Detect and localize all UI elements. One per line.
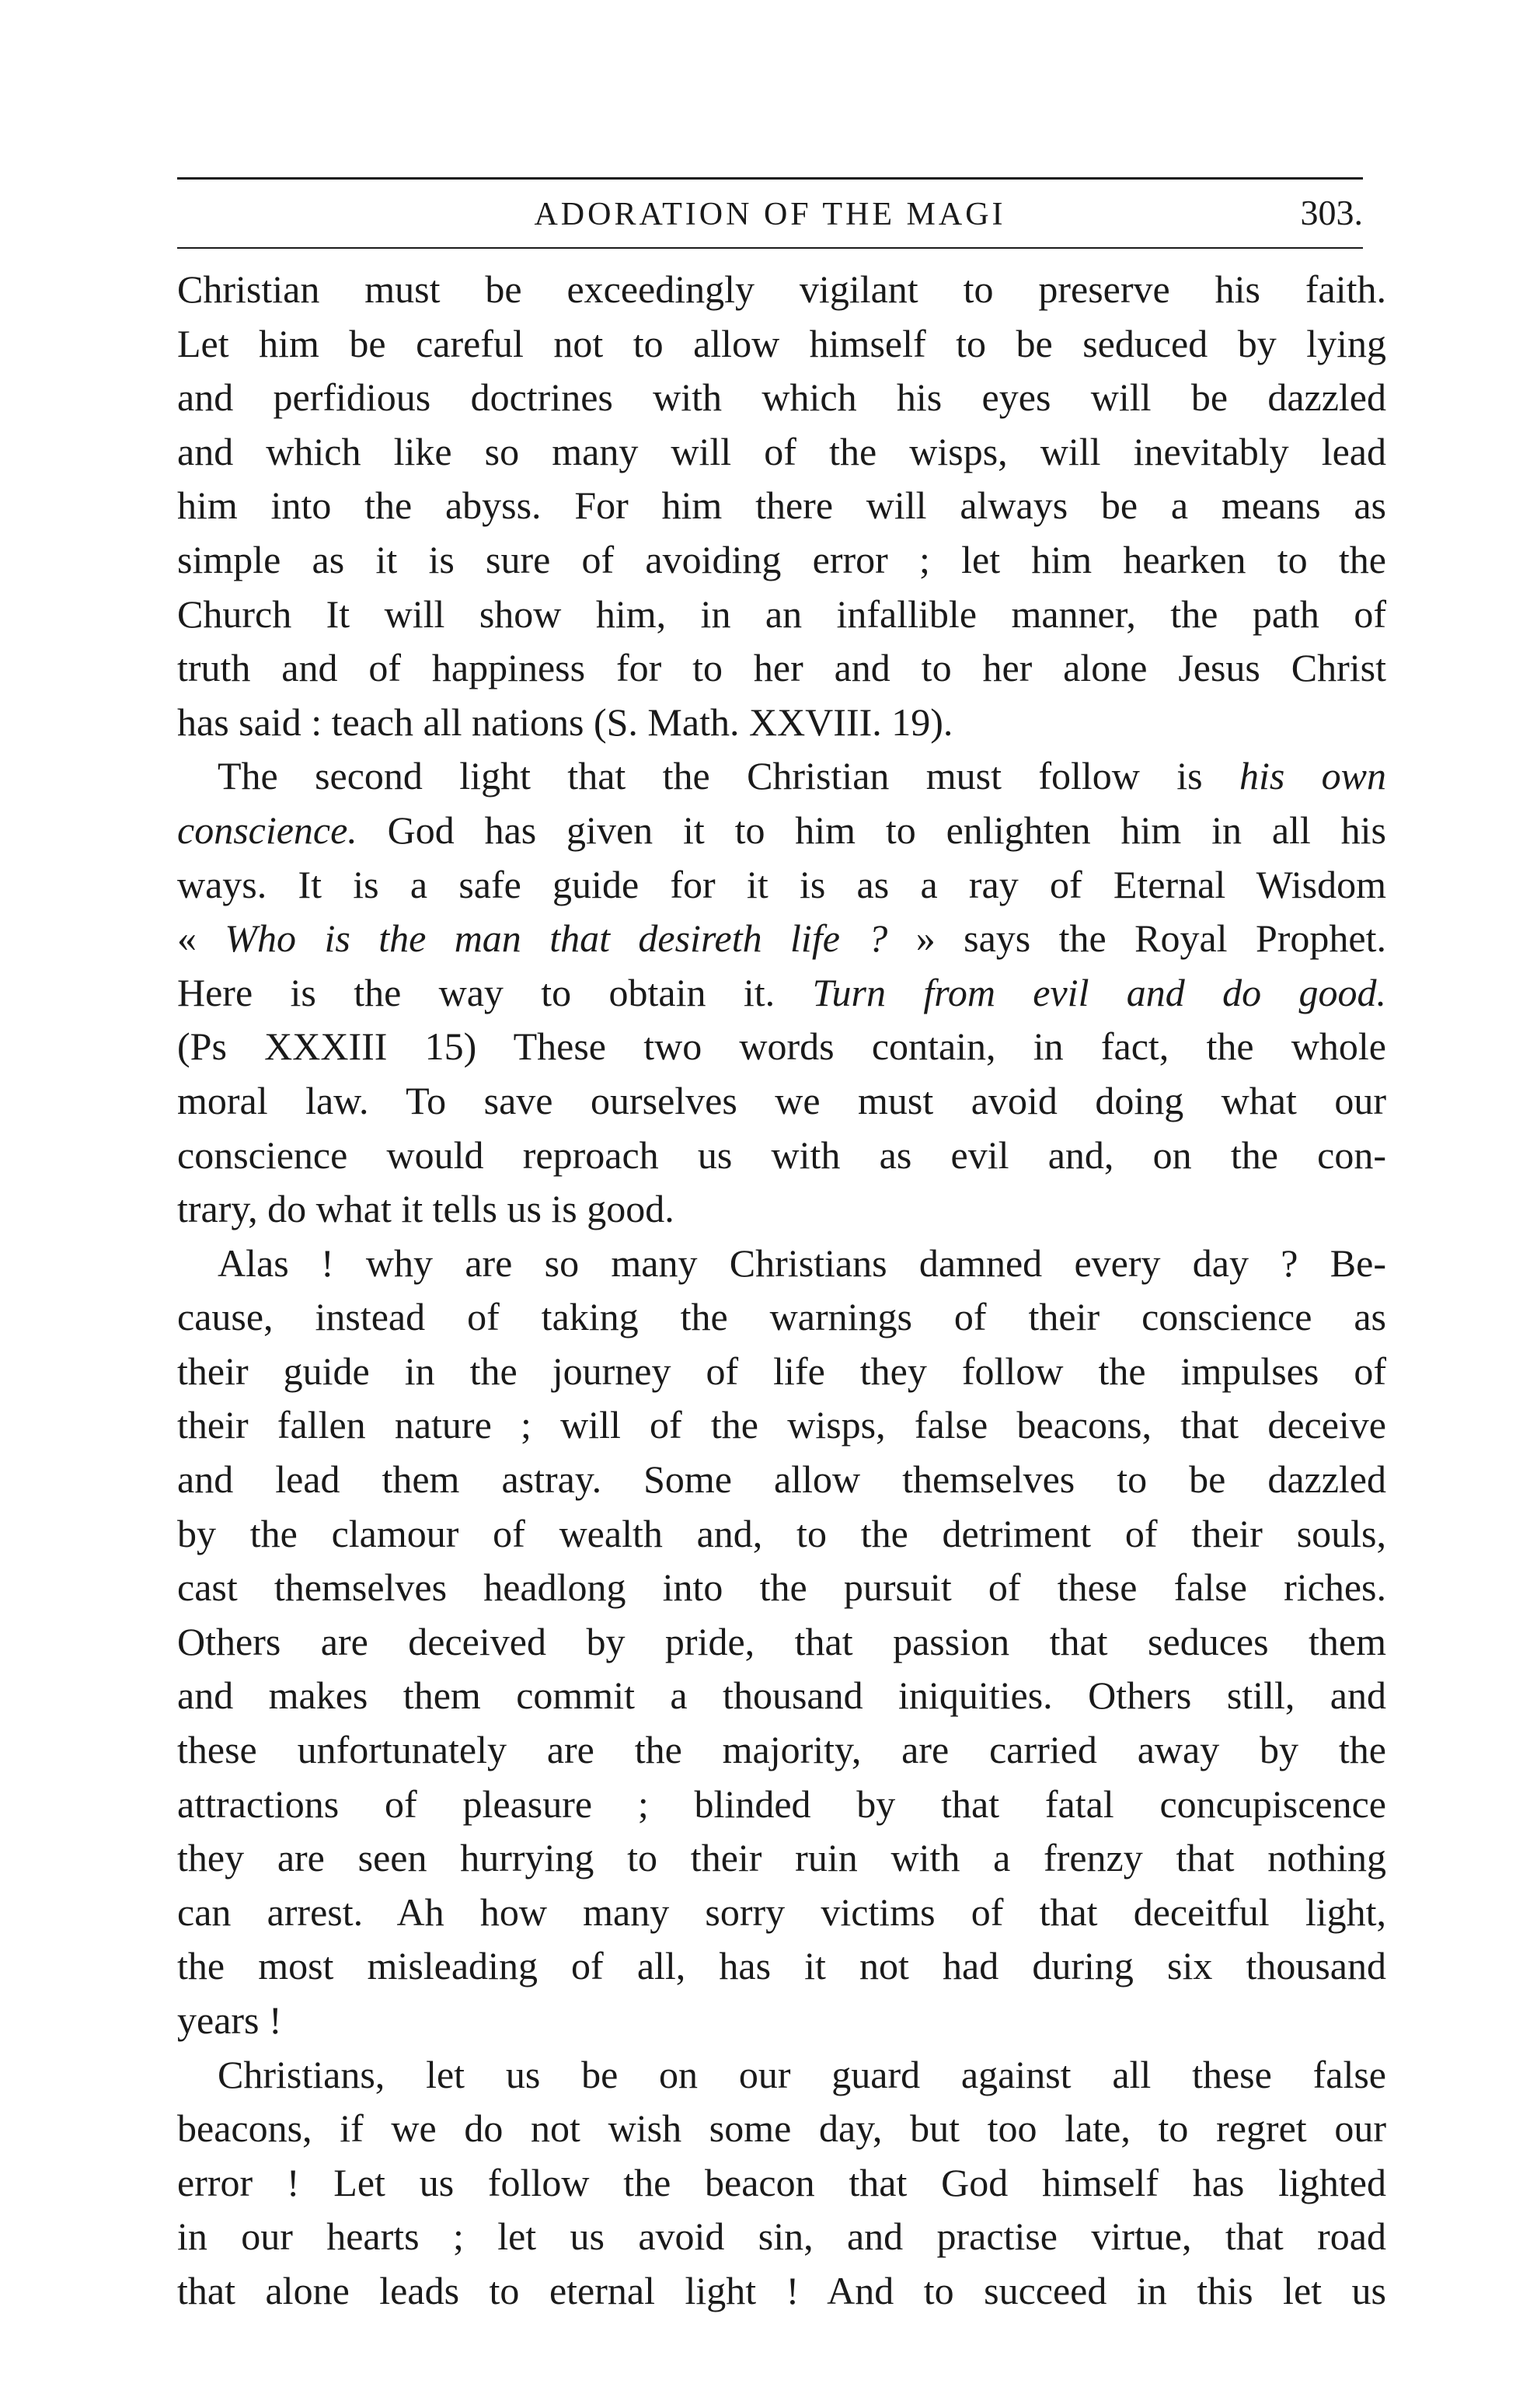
line-text: attractions of pleasure ; blinded by that fatal concupiscence [177, 1782, 1386, 1826]
line-text: years ! [177, 1998, 282, 2042]
text-line [177, 1020, 1386, 1074]
text-line [177, 804, 1386, 858]
line-text: in our hearts ; let us avoid sin, and practise virtue, that road [177, 2214, 1386, 2259]
text-line [177, 2102, 1386, 2156]
text-line [177, 1723, 1386, 1778]
text-line [177, 1561, 1386, 1615]
text-line [177, 317, 1386, 372]
text-line [177, 1886, 1386, 1940]
line-text: moral law. To save ourselves we must avoid doing what our [177, 1078, 1386, 1122]
line-text: Christians, let us be on our guard against all these false [218, 2052, 1386, 2096]
text-line [177, 1994, 1386, 2048]
line-text: The second light that the Christian must follow is [218, 754, 1239, 798]
line-text: ways. It is a safe guide for it is as a ray of Eternal Wisdom [177, 862, 1386, 906]
line-text: and lead them astray. Some allow themselves to be dazzled [177, 1457, 1386, 1502]
line-text: has said : teach all nations (S. Math. XXVIII. 19). [177, 700, 953, 744]
line-text: (Ps XXXIII 15) These two words contain, in fact, the whole [177, 1024, 1386, 1069]
line-text: can arrest. Ah how many sorry victims of that deceitful light, [177, 1890, 1386, 1934]
text-line [177, 858, 1386, 913]
line-text: that alone leads to eternal light ! And to succeed in this let us [177, 2268, 1386, 2312]
running-head [177, 185, 1363, 239]
text-line [177, 2156, 1386, 2211]
italic-text: Who is the man that desireth life ? [225, 916, 888, 961]
line-text: and perfidious doctrines with which his eyes will be dazzled [177, 375, 1386, 420]
header-rule-top [177, 177, 1363, 180]
page-number: 303. [1300, 193, 1363, 232]
line-text: the most misleading of all, has it not had during six thousand [177, 1944, 1386, 1988]
line-text: Christian must be exceedingly vigilant to preserve his faith. [177, 267, 1386, 311]
text-line [177, 1615, 1386, 1670]
line-text: Others are deceived by pride, that passion that seduces them [177, 1619, 1386, 1663]
line-text: him into the abyss. For him there will always be a means as [177, 483, 1386, 528]
italic-text: conscience. [177, 808, 357, 852]
running-title: ADORATION OF THE MAGI [534, 197, 1006, 232]
line-text: their guide in the journey of life they follow the impulses of [177, 1349, 1386, 1393]
italic-text: Turn from evil and do good. [812, 970, 1387, 1014]
line-text: truth and of happiness for to her and to her alone Jesus Christ [177, 646, 1386, 690]
line-text: cause, instead of taking the warnings of their conscience as [177, 1295, 1386, 1339]
text-line [177, 479, 1386, 533]
line-text: by the clamour of wealth and, to the detriment of their souls, [177, 1511, 1386, 1555]
text-line [177, 1507, 1386, 1562]
text-line [177, 263, 1386, 317]
line-text: error ! Let us follow the beacon that God himself has lighted [177, 2160, 1386, 2204]
line-text: Church It will show him, in an infallible manner, the path of [177, 592, 1386, 636]
text-line [177, 2210, 1386, 2264]
text-line [177, 1345, 1386, 1399]
line-text: trary, do what it tells us is good. [177, 1187, 674, 1231]
text-line [177, 1290, 1386, 1345]
line-text: their fallen nature ; will of the wisps, false beacons, that deceive [177, 1403, 1386, 1447]
line-text: conscience would reproach us with as evil and, on the con- [177, 1132, 1386, 1177]
header-rule-bottom [177, 247, 1363, 249]
line-text: Let him be careful not to allow himself to be seduced by lying [177, 321, 1386, 365]
text-line [177, 371, 1386, 425]
body-text [177, 263, 1386, 2319]
text-line [177, 533, 1386, 588]
line-text: Here is the way to obtain it. [177, 970, 813, 1014]
text-line [177, 1182, 1386, 1237]
text-line [177, 1237, 1386, 1291]
italic-text: his own [1239, 754, 1386, 798]
text-line [177, 696, 1386, 750]
text-line [177, 641, 1386, 696]
line-text: beacons, if we do not wish some day, but too late, to regret our [177, 2106, 1386, 2151]
text-line [177, 588, 1386, 642]
text-line [177, 1129, 1386, 1183]
text-line [177, 1831, 1386, 1886]
text-line [177, 1939, 1386, 1994]
line-text: Alas ! why are so many Christians damned every day ? Be- [218, 1241, 1386, 1285]
text-line [177, 425, 1386, 480]
line-text: God has given it to him to enlighten him in all his [357, 808, 1386, 852]
line-text: and which like so many will of the wisps, will inevitably lead [177, 429, 1386, 473]
line-text: cast themselves headlong into the pursuit of these false riches. [177, 1565, 1386, 1610]
text-line [177, 1074, 1386, 1129]
text-line [177, 912, 1386, 966]
line-text: they are seen hurrying to their ruin with a frenzy that nothing [177, 1836, 1386, 1880]
line-text: simple as it is sure of avoiding error ; let him hearken to the [177, 537, 1386, 581]
text-line [177, 1669, 1386, 1723]
line-text: and makes them commit a thousand iniquities. Others still, and [177, 1673, 1386, 1718]
text-line [177, 2264, 1386, 2319]
line-text: these unfortunately are the majority, are carried away by the [177, 1728, 1386, 1772]
text-line [177, 1398, 1386, 1453]
text-line [177, 2048, 1386, 2103]
text-line [177, 966, 1386, 1021]
text-line [177, 1778, 1386, 1832]
text-line [177, 1453, 1386, 1507]
line-text: » says the Royal Prophet. [887, 916, 1386, 961]
line-text: « [177, 916, 225, 961]
text-line [177, 749, 1386, 804]
